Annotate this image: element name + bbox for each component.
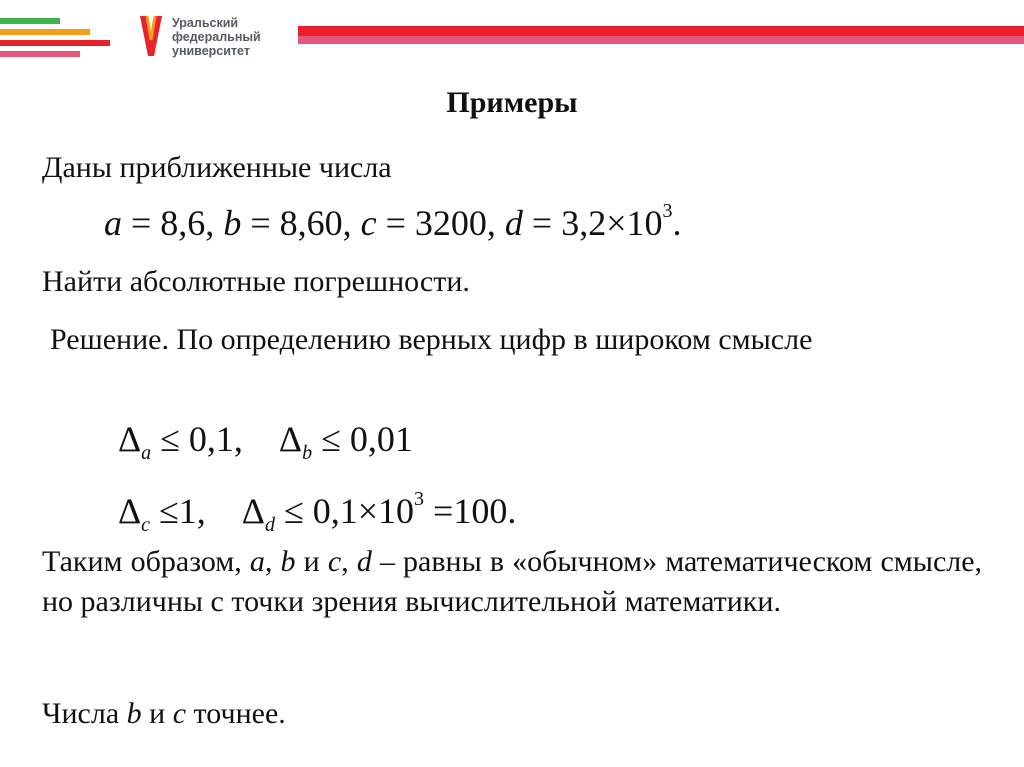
conj-and: и	[303, 545, 320, 578]
university-name	[172, 16, 312, 58]
final-lead: Числа	[42, 697, 120, 730]
logo-line-2: федеральный	[172, 30, 261, 44]
given-formula: a = 8,6, b = 8,60, c = 3200, $d = 3,2\times 10^3$.	[104, 200, 682, 243]
formula-delta-cd: $\Delta_c \le 1$, $\Delta_d \le 0,1\times 10^3 =100$.	[118, 488, 517, 536]
conclusion-rest: – равны в «обычном» математическом смысле, но различны с точки зрения вычислительной математики.	[42, 545, 983, 618]
header-bar-red	[298, 26, 1024, 36]
conclusion-text: Таким образом, a, b и c, d – равны в «обычном» математическом смысле, но различны с точки зрения вычислительной математики.	[42, 545, 983, 618]
final-text	[42, 694, 982, 734]
slide-header	[0, 0, 1024, 70]
slide-title: Примеры	[446, 86, 578, 119]
urfu-logo-icon	[138, 14, 164, 58]
pink-stripe	[0, 51, 80, 57]
final-tail: точнее.	[193, 697, 286, 730]
logo-line-3: университет	[172, 44, 250, 58]
final-var-c: c	[172, 697, 187, 730]
orange-stripe	[0, 29, 90, 35]
final-and: и	[149, 697, 166, 730]
var-b: b	[280, 545, 296, 578]
formula-delta-ab: $\Delta_a \le 0,1$, $\Delta_b \le 0,01$	[118, 419, 413, 464]
final-var-b: b	[126, 697, 142, 730]
red-stripe	[0, 40, 110, 46]
university-logo	[138, 14, 308, 62]
task-text: Найти абсолютные погрешности.	[42, 265, 470, 298]
conclusion-lead: Таким образом,	[42, 545, 242, 578]
var-c: c	[327, 545, 342, 578]
logo-line-1: Уральский	[172, 16, 239, 30]
green-stripe	[0, 18, 60, 24]
var-d: d	[356, 545, 372, 578]
solution-text: Решение. По определению верных цифр в широком смысле	[50, 323, 813, 356]
header-bar-pink	[298, 36, 1024, 44]
var-a: a	[249, 545, 265, 578]
intro-text: Даны приближенные числа	[42, 151, 392, 184]
